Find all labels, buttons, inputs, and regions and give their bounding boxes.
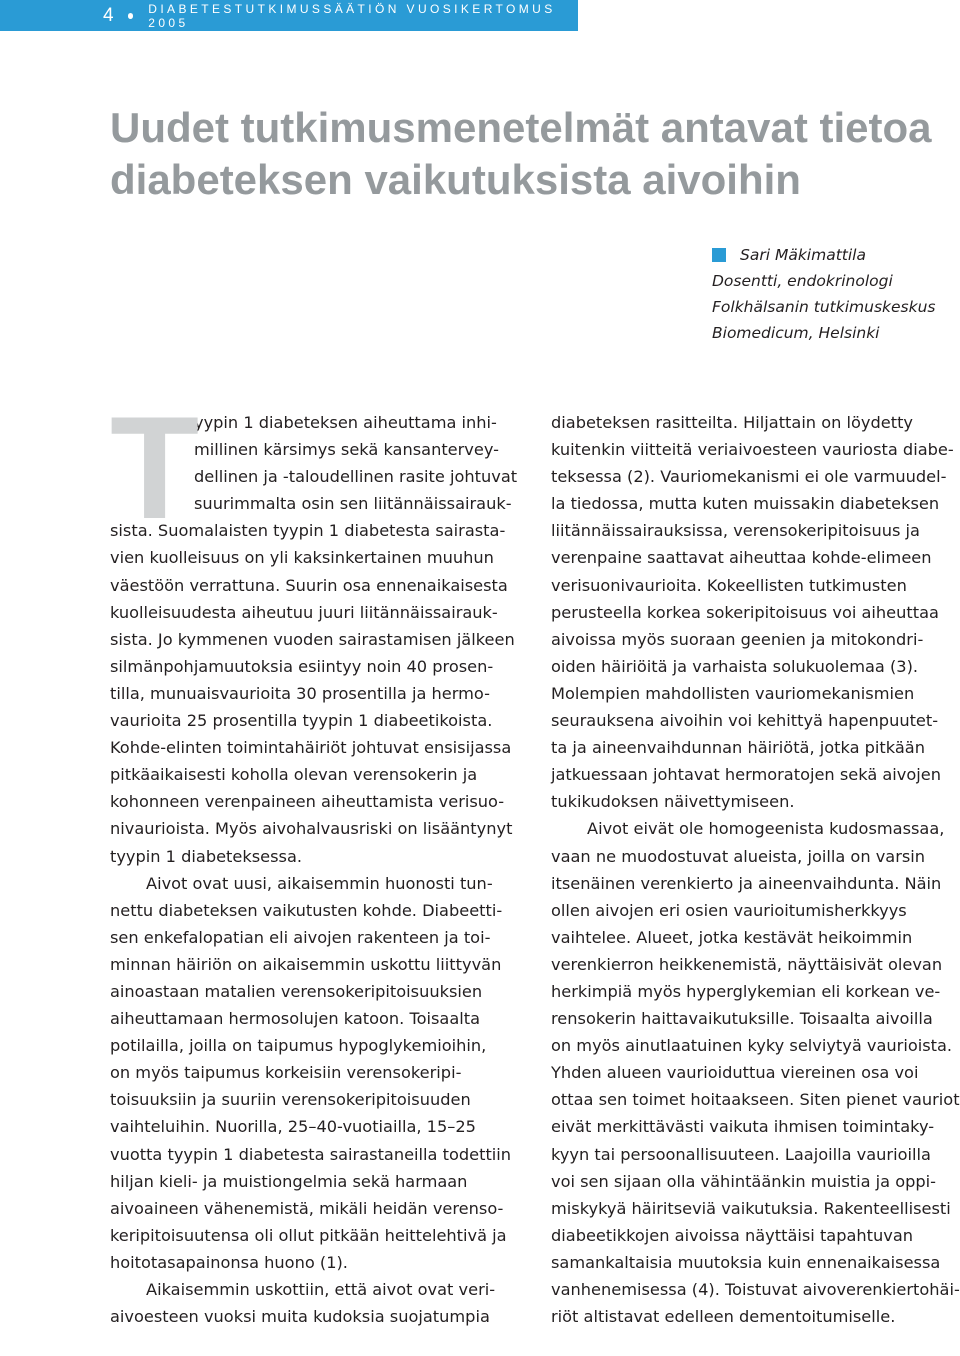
body-text-line: jatkuessaan johtavat hermoratojen sekä aivojen [551, 765, 942, 785]
author-role: Dosentti, endokrinologi [712, 272, 893, 290]
author-location: Biomedicum, Helsinki [712, 324, 880, 342]
body-text-line: vaihteluihin. Nuorilla, 25–40-vuotiailla, 15–25 [110, 1117, 476, 1137]
body-text-line: on myös taipumus korkeisiin verensokeripi- [110, 1063, 462, 1083]
body-text-line: Aivot eivät ole homogeenista kudosmassaa, [587, 819, 945, 839]
body-text-line: sista. Suomalaisten tyypin 1 diabetesta sairasta- [110, 521, 506, 541]
body-text-line: hoitotasapainonsa huono (1). [110, 1252, 348, 1272]
bullet-dot-icon [128, 13, 134, 19]
body-text-line: Yhden alueen vaurioiduttua viereinen osa voi [551, 1063, 919, 1083]
body-text-line: herkimpiä myös hyperglykemian eli korkean ve- [551, 981, 941, 1001]
body-text-line: perusteella korkea sokeripitoisuus voi aiheuttaa [551, 602, 939, 622]
body-text-line: sista. Jo kymmenen vuoden sairastamisen jälkeen [110, 629, 515, 649]
body-text-line: kohonneen verenpaineen aiheuttamista verisuo- [110, 792, 505, 812]
body-text-line: teksessa (2). Vauriomekanismi ei ole varmuudel- [551, 467, 947, 487]
running-header [0, 0, 578, 31]
blue-square-icon [712, 248, 726, 262]
body-text-line: potilailla, joilla on taipumus hypoglykemioihin, [110, 1036, 487, 1056]
body-text-line: oiden häiriöitä ja varhaista solukuolemaa (3). [551, 656, 919, 676]
body-text-line: Kohde-elinten toimintahäiriöt johtuvat ensisijassa [110, 738, 512, 758]
body-text-line: suurimmalta osin sen liitännäissairauk- [194, 494, 512, 514]
body-text-line: voi sen sijaan olla vähintäänkin muistia ja oppi- [551, 1171, 937, 1191]
body-text-line: tukikudoksen näivettymiseen. [551, 792, 795, 812]
body-text-line: seurauksena aivoihin voi kehittyä hapenpuutet- [551, 711, 939, 731]
body-text-line: vaihtelee. Alueet, jotka kestävät heikoimmin [551, 927, 913, 947]
body-text-line: la tiedossa, mutta kuten muissakin diabeteksen [551, 494, 940, 514]
body-text-line: keripitoisuutensa oli ollut pitkään heittelehtivä ja [110, 1225, 507, 1245]
body-column-left [110, 386, 518, 1330]
body-text-line: ollen aivojen eri osien vaurioitumisherkkyys [551, 900, 907, 920]
author-name: Sari Mäkimattila [740, 246, 866, 264]
page-number: 4 [103, 4, 114, 26]
body-text-line: eivät merkittävästi vaikuta ihmisen toimintaky- [551, 1117, 935, 1137]
body-text-line: hiljan kieli- ja muistiongelmia sekä harmaan [110, 1171, 468, 1191]
body-text-line: diabeteksen rasitteilta. Hiljattain on löydetty [551, 413, 914, 432]
body-text-line: ottaa sen toimet hoitaakseen. Siten pienet vauriot [551, 1090, 960, 1110]
body-column-right [551, 409, 960, 1330]
body-text-line: kuitenkin viitteitä veriaivoesteen vauriosta diabe- [551, 440, 954, 460]
body-text-line: Aivot ovat uusi, aikaisemmin huonosti tun- [146, 873, 493, 893]
body-text-line: dellinen ja -taloudellinen rasite johtuvat [194, 467, 518, 487]
body-text-line: vuotta tyypin 1 diabetesta sairastaneilla todettiin [110, 1144, 512, 1164]
body-text-line: aivoaineen vähenemistä, mikäli heidän verenso- [110, 1198, 504, 1218]
body-text-line: on myös ainutlaatuinen kyky selviytyä vaurioista. [551, 1036, 953, 1056]
body-text-line: ta ja aineenvaihdunnan häiriötä, jotka pitkään [551, 738, 925, 758]
author-block [712, 242, 952, 346]
body-text-line: miskykyä häiritseviä vaikutuksia. Rakenteellisesti [551, 1198, 951, 1218]
body-text-line: tilla, munuaisvaurioita 30 prosentilla ja hermo- [110, 683, 490, 703]
body-text-line: vaurioita 25 prosentilla tyypin 1 diabeetikoista. [110, 711, 493, 731]
body-text-line: tyypin 1 diabeteksessa. [110, 846, 303, 866]
body-text-line: itsenäinen verenkierto ja aineenvaihdunta. Näin [551, 873, 942, 893]
drop-cap: T [110, 386, 200, 549]
body-text-line: kyyn tai persoonallisuuteen. Laajoilla vaurioilla [551, 1144, 931, 1164]
body-text-line: silmänpohjamuutoksia esiintyy noin 40 prosen- [110, 656, 494, 676]
body-text-line: väestöön verrattuna. Suurin osa ennenaikaisesta [110, 575, 508, 595]
author-organization: Folkhälsanin tutkimuskeskus [712, 298, 936, 316]
body-text-line: Aikaisemmin uskottiin, että aivot ovat veri- [146, 1280, 496, 1299]
publication-title: DIABETESTUTKIMUSSÄÄTIÖN VUOSIKERTOMUS 2005 [148, 1, 556, 30]
body-text-line: aivoissa myös suoraan geenien ja mitokondri- [551, 629, 924, 649]
body-text-line: vanhenemisessa (4). Toistuvat aivoverenkiertohäi- [551, 1280, 960, 1299]
body-text-line: vien kuolleisuus on yli kaksinkertainen muuhun [110, 548, 494, 568]
body-text-line: verenpaine saattavat aiheuttaa kohde-elimeen [551, 548, 932, 568]
body-text-line: millinen kärsimys sekä kansantervey- [194, 440, 499, 460]
body-text-line: aiheuttamaan hermosolujen katoon. Toisaalta [110, 1009, 481, 1029]
body-text-line: toisuuksiin ja suuriin verensokeripitoisuuden [110, 1090, 471, 1110]
body-text-line: diabeetikkojen aivoissa näyttäisi tapahtuvan [551, 1225, 914, 1245]
body-text-line: pitkäaikaisesti koholla olevan verensokerin ja [110, 765, 478, 785]
body-text-line: rensokerin haittavaikutuksille. Toisaalta aivoilla [551, 1009, 933, 1029]
body-text-line: verisuonivaurioita. Kokeellisten tutkimusten [551, 575, 907, 595]
body-text-line: samankaltaisia muutoksia kuin ennenaikaisessa [551, 1252, 941, 1272]
body-text-line: aivoesteen vuoksi muita kudoksia suojatumpia [110, 1307, 490, 1327]
article-title: Uudet tutkimusmenetelmät antavat tietoa diabeteksen vaikutuksista aivoihin [110, 104, 932, 203]
body-text-line: kuolleisuudesta aiheutuu juuri liitännäissairauk- [110, 602, 498, 622]
body-text-line: sen enkefalopatian eli aivojen rakenteen ja toi- [110, 927, 491, 947]
body-text-line: minnan häiriön on aikaisemmin uskottu liittyvän [110, 954, 502, 974]
body-text-line: vaan ne muodostuvat alueista, joilla on varsin [551, 846, 926, 866]
body-text-line: Molempien mahdollisten vauriomekanismien [551, 683, 915, 703]
body-text-line: verenkierron heikkenemistä, näyttäisivät olevan [551, 954, 943, 974]
body-text-line: liitännäissairauksissa, verensokeripitoisuus ja [551, 521, 920, 541]
body-text-line: nivaurioista. Myös aivohalvausriski on lisääntynyt [110, 819, 513, 839]
body-text-line: ainoastaan matalien verensokeripitoisuuksien [110, 981, 483, 1001]
body-text-line: yypin 1 diabeteksen aiheuttama inhi- [194, 413, 497, 432]
body-text-line: nettu diabeteksen vaikutusten kohde. Diabeetti- [110, 900, 503, 920]
body-text-line: riöt altistavat edelleen dementoitumiselle. [551, 1307, 896, 1327]
